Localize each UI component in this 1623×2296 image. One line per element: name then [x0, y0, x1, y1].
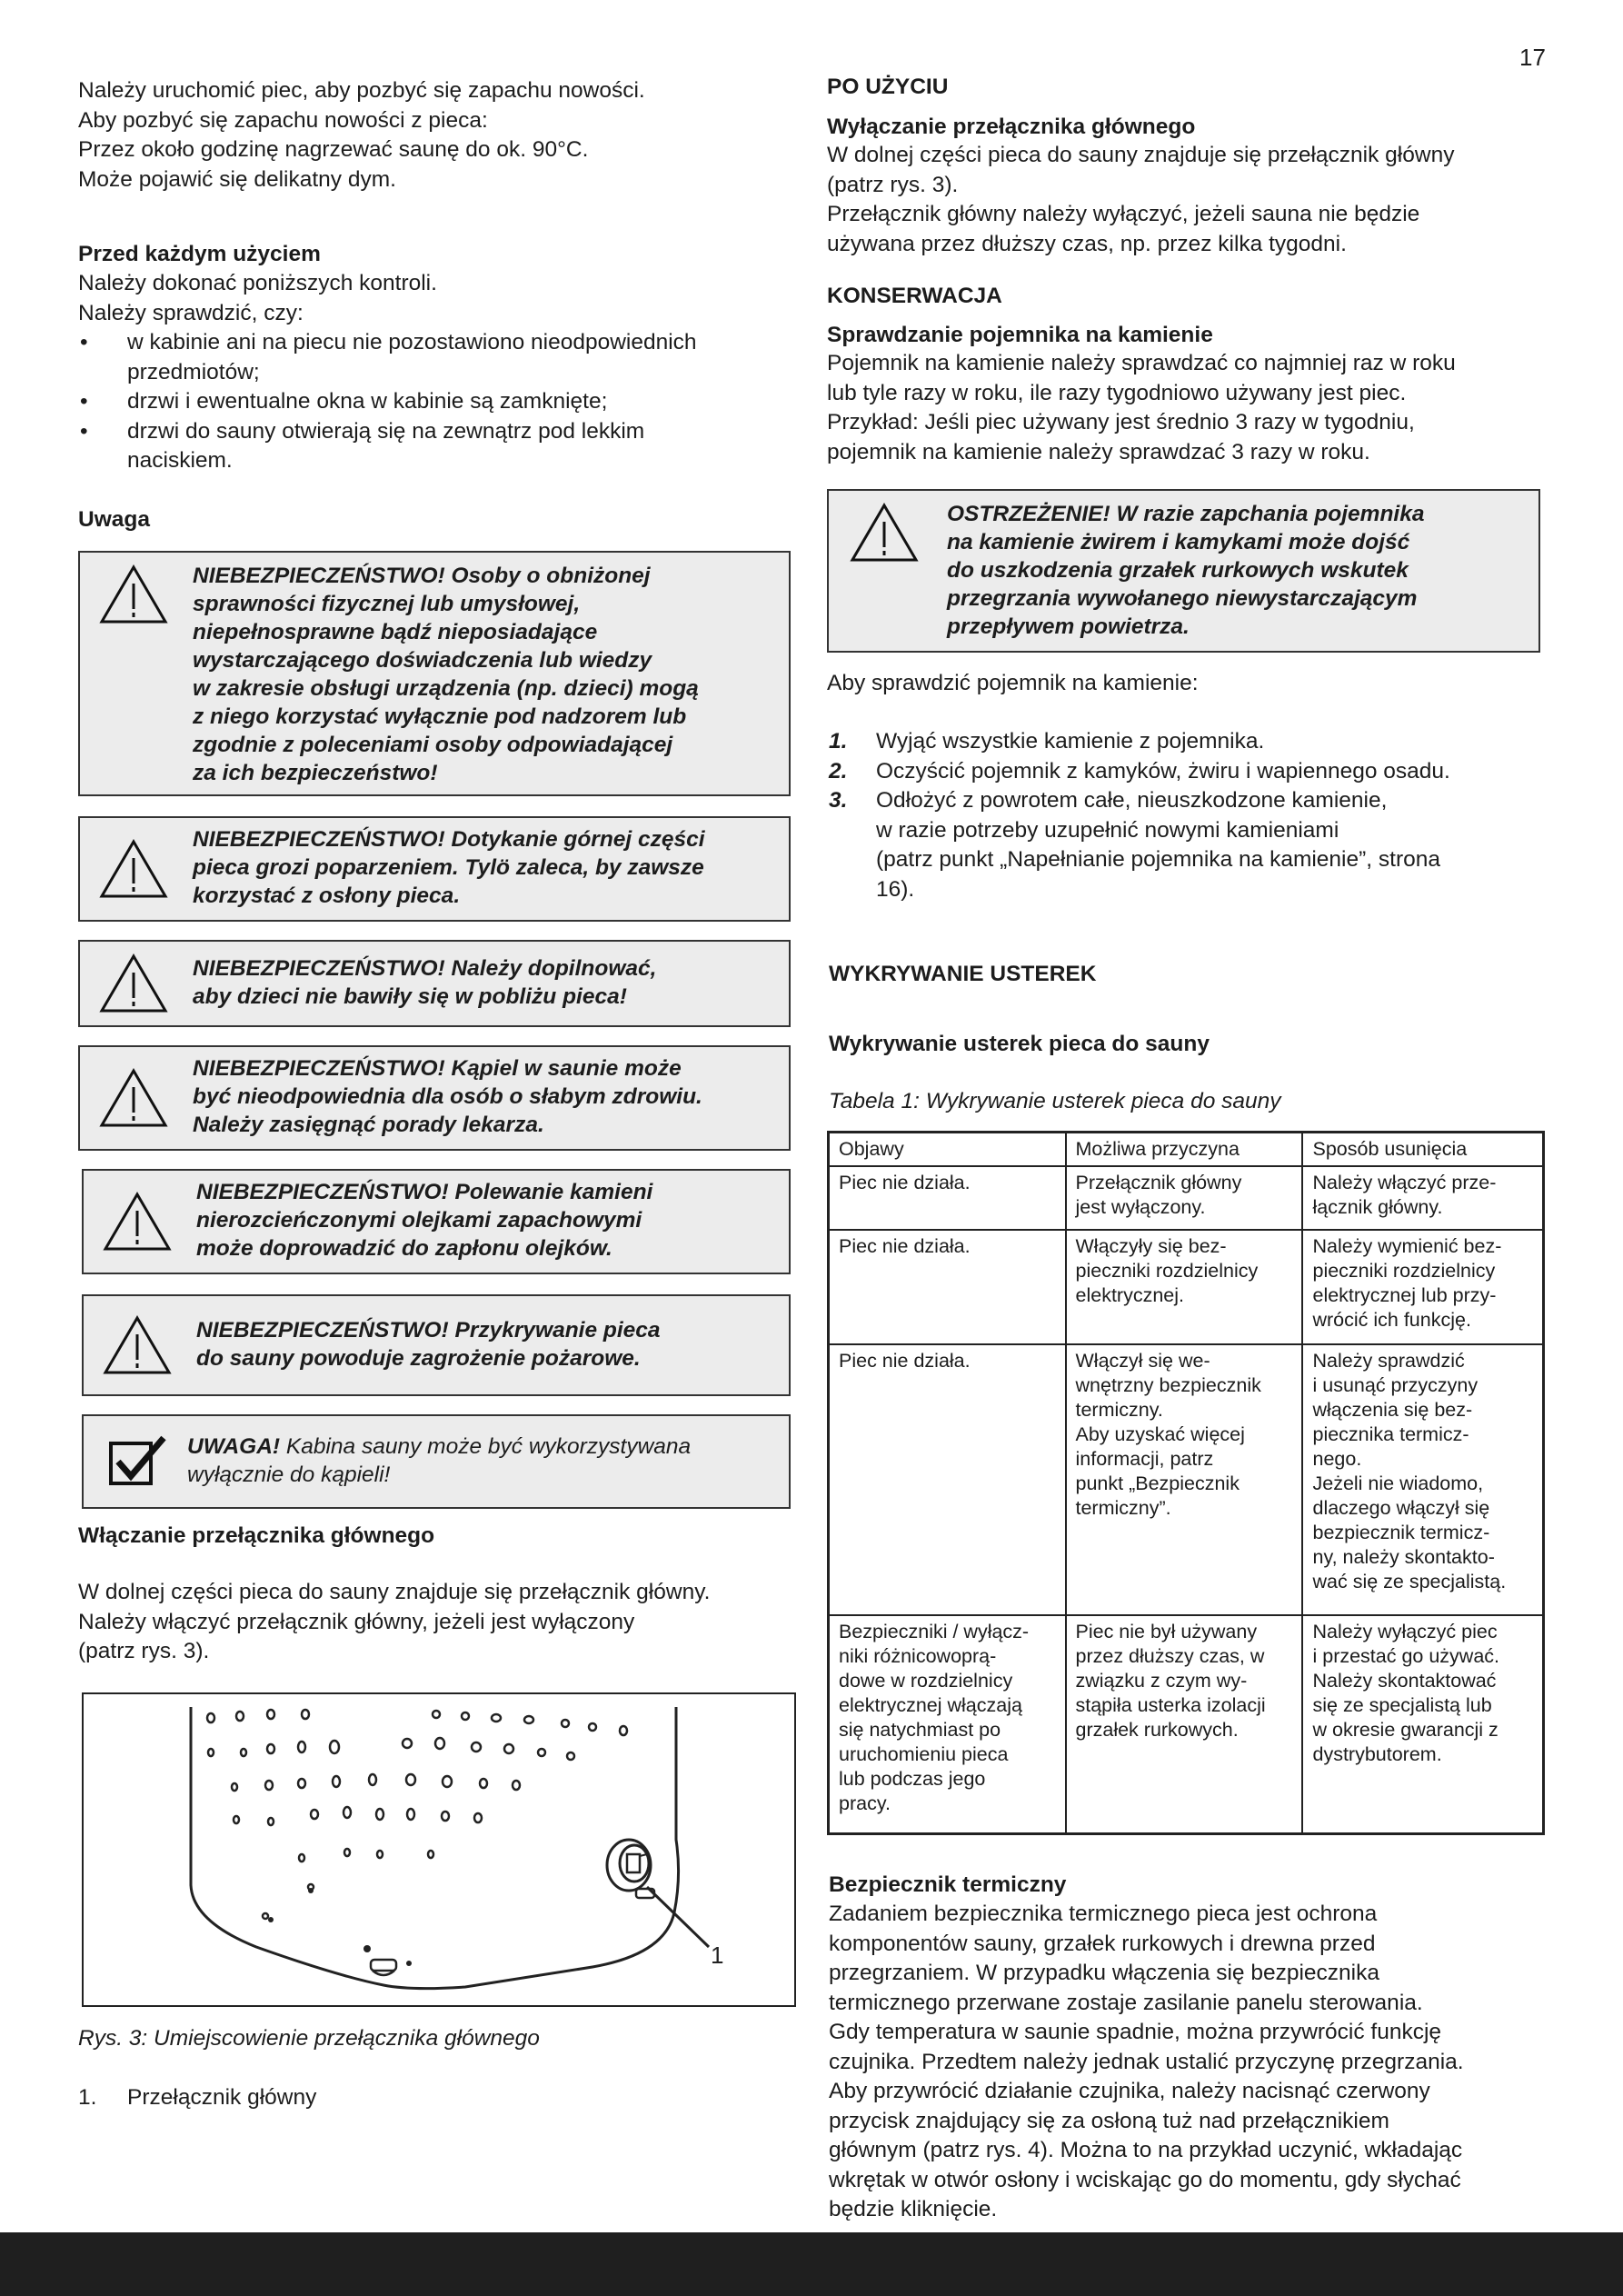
switch-off-paragraph: [827, 141, 1454, 259]
cell-line: Należy skontaktować: [1312, 1670, 1497, 1692]
main-switch-icon: [607, 1840, 651, 1891]
cell-line: Aby uzyskać więcej: [1075, 1423, 1245, 1445]
stones-line: Przykład: Jeśli piec używany jest średnio 3 razy w tygodniu,: [827, 410, 1415, 434]
troubleshoot-subheading: Wykrywanie usterek pieca do sauny: [829, 1032, 1210, 1056]
intro-paragraph: [78, 76, 645, 195]
cell-line: elektrycznej lub przy-: [1312, 1284, 1497, 1306]
note-box: [82, 1414, 791, 1509]
figure-caption: Rys. 3: Umiejscowienie przełącznika głównego: [78, 2026, 540, 2051]
list-item-line: w kabinie ani na piecu nie pozostawiono nieodpowiednich: [127, 330, 697, 354]
note-label: UWAGA!: [187, 1434, 281, 1459]
thermal-line: Gdy temperatura w saunie spadnie, można przywrócić funkcję: [829, 2020, 1442, 2044]
thermal-line: będzie kliknięcie.: [829, 2197, 998, 2221]
cell-line: Należy wymienić bez-: [1312, 1235, 1502, 1257]
maintenance-heading: KONSERWACJA: [827, 284, 1002, 308]
danger-line: NIEBEZPIECZEŃSTWO! Kąpiel w saunie może: [193, 1056, 682, 1081]
switch-off-line: (patrz rys. 3).: [827, 172, 959, 197]
thermal-line: przegrzaniem. W przypadku włączenia się bezpiecznika: [829, 1961, 1379, 1985]
cell-line: piecznika termicz-: [1312, 1423, 1469, 1445]
cell-line: grzałek rurkowych.: [1075, 1719, 1239, 1741]
cell-line: uruchomieniu pieca: [839, 1743, 1009, 1765]
danger-line: zgodnie z poleceniami osoby odpowiadającej: [193, 733, 673, 757]
page-number: 17: [1519, 44, 1546, 71]
before-use-paragraph: [78, 269, 437, 328]
table-row: [829, 1615, 1544, 1833]
table-cell: [1066, 1166, 1303, 1230]
danger-line: pieca grozi poparzeniem. Tylö zaleca, by zawsze: [193, 855, 704, 880]
step-line: Wyjąć wszystkie kamienie z pojemnika.: [876, 729, 1265, 754]
danger-line: z niego korzystać wyłącznie pod nadzorem lub: [193, 704, 687, 729]
list-item-line: naciskiem.: [127, 448, 233, 473]
thermal-line: Aby przywrócić działanie czujnika, należy nacisnąć czerwony: [829, 2079, 1430, 2103]
list-item-line: drzwi i ewentualne okna w kabinie są zamknięte;: [127, 389, 608, 414]
warning-triangle-icon: [849, 502, 920, 564]
bullet-symbol: •: [80, 418, 88, 444]
figure-heater-switch: [82, 1692, 796, 2007]
intro-line: Przez około godzinę nagrzewać saunę do ok. 90°C.: [78, 137, 589, 162]
uwaga-heading: Uwaga: [78, 507, 150, 532]
before-use-line: Należy sprawdzić, czy:: [78, 300, 304, 325]
danger-line: do sauny powoduje zagrożenie pożarowe.: [196, 1346, 641, 1371]
figure-callout: 1: [711, 1942, 724, 1969]
warning-triangle-icon: [98, 564, 169, 625]
cell-line: Włączyły się bez-: [1075, 1235, 1227, 1257]
danger-line: korzystać z osłony pieca.: [193, 883, 461, 908]
cell-line: wać się ze specjalistą.: [1312, 1571, 1507, 1592]
cell-line: Należy wyłączyć piec: [1312, 1621, 1498, 1642]
danger-line: w zakresie obsługi urządzenia (np. dzieci) mogą: [193, 676, 699, 701]
stones-line: pojemnik na kamienie należy sprawdzać 3 razy w roku.: [827, 439, 1370, 464]
thermal-line: wkrętak w otwór osłony i wciskając go do momentu, gdy słychać: [829, 2167, 1461, 2192]
list-item-line: przedmiotów;: [127, 359, 260, 384]
list-item: [78, 417, 697, 476]
list-item-line: drzwi do sauny otwierają się na zewnątrz pod lekkim: [127, 418, 645, 444]
steps-list: [827, 727, 1450, 904]
danger-text: [196, 1178, 652, 1263]
danger-text: [193, 825, 705, 910]
bullet-symbol: •: [80, 389, 88, 414]
danger-line: NIEBEZPIECZEŃSTWO! Polewanie kamieni: [196, 1180, 653, 1204]
danger-box: [82, 1169, 791, 1274]
thermal-line: komponentów sauny, grzałek rurkowych i drewna przed: [829, 1931, 1376, 1956]
thermal-line: przycisk znajdujący się za osłoną tuż nad przełącznikiem: [829, 2108, 1389, 2133]
danger-box: [78, 940, 791, 1027]
before-use-heading: Przed każdym użyciem: [78, 242, 321, 266]
danger-box: [78, 1045, 791, 1151]
cell-line: i przestać go używać.: [1312, 1645, 1500, 1667]
troubleshoot-heading: WYKRYWANIE USTEREK: [829, 962, 1097, 986]
cell-line: przez dłuższy czas, w: [1075, 1645, 1265, 1667]
cell-line: stąpiła usterka izolacji: [1075, 1694, 1266, 1716]
thermal-fuse-paragraph: [829, 1900, 1464, 2225]
switch-off-line: W dolnej części pieca do sauny znajduje się przełącznik główny: [827, 143, 1455, 167]
switch-on-paragraph: [78, 1578, 710, 1667]
step-line: Oczyścić pojemnik z kamyków, żwiru i wapiennego osadu.: [876, 758, 1450, 784]
footer-bar: [0, 2232, 1623, 2296]
cell-line: się ze specjalistą lub: [1312, 1694, 1492, 1716]
cell-line: Piec nie działa.: [839, 1172, 971, 1193]
warning-triangle-icon: [98, 953, 169, 1014]
warning-triangle-icon: [98, 838, 169, 900]
cell-line: związku z czym wy-: [1075, 1670, 1248, 1692]
after-use-heading: PO UŻYCIU: [827, 75, 949, 99]
table-row: [829, 1230, 1544, 1344]
danger-line: nierozcieńczonymi olejkami zapachowymi: [196, 1208, 642, 1233]
cell-line: ny, należy skontakto-: [1312, 1546, 1495, 1568]
note-text: [187, 1433, 691, 1489]
table-cell: [1066, 1615, 1303, 1833]
switch-off-line: Przełącznik główny należy wyłączyć, jeżeli sauna nie będzie: [827, 202, 1420, 226]
table-header: Objawy: [829, 1133, 1066, 1167]
bullet-symbol: •: [80, 330, 88, 354]
table-caption: Tabela 1: Wykrywanie usterek pieca do sauny: [829, 1089, 1281, 1113]
table-cell: [1066, 1230, 1303, 1344]
cell-line: elektrycznej włączają: [839, 1694, 1022, 1716]
warning-triangle-icon: [102, 1191, 173, 1253]
cell-line: lub podczas jego: [839, 1768, 986, 1790]
cell-line: Należy włączyć prze-: [1312, 1172, 1497, 1193]
warning-box: [827, 489, 1540, 653]
cell-line: dlaczego włączył się: [1312, 1497, 1490, 1519]
checkbox-check-icon: [105, 1433, 169, 1489]
warning-line: do uszkodzenia grzałek rurkowych wskutek: [947, 558, 1409, 583]
warning-line: OSTRZEŻENIE! W razie zapchania pojemnika: [947, 502, 1425, 526]
switch-off-heading: Wyłączanie przełącznika głównego: [827, 115, 1196, 139]
cell-line: pracy.: [839, 1792, 891, 1814]
cell-line: jest wyłączony.: [1075, 1196, 1206, 1218]
table-cell: [829, 1166, 1066, 1230]
step-line: w razie potrzeby uzupełnić nowymi kamieniami: [876, 817, 1339, 843]
cell-line: niki różnicowoprą-: [839, 1645, 997, 1667]
danger-box: [82, 1294, 791, 1396]
step-line: Odłożyć z powrotem całe, nieuszkodzone kamienie,: [876, 788, 1388, 813]
list-item: [78, 387, 697, 417]
table-cell: [1302, 1344, 1543, 1615]
warning-line: przegrzania wywołanego niewystarczającym: [947, 586, 1418, 611]
check-list: [78, 328, 697, 476]
cell-line: elektrycznej.: [1075, 1284, 1184, 1306]
thermal-line: głównym (patrz rys. 4). Można to na przykład uczynić, wkładając: [829, 2138, 1463, 2162]
list-item: [827, 757, 1450, 787]
cell-line: w okresie gwarancji z: [1312, 1719, 1499, 1741]
cell-line: punkt „Bezpiecznik: [1075, 1472, 1240, 1494]
intro-line: Może pojawić się delikatny dym.: [78, 166, 396, 192]
troubleshooting-table: [827, 1131, 1545, 1835]
cell-line: bezpiecznik termicz-: [1312, 1522, 1490, 1543]
thermal-line: Zadaniem bezpiecznika termicznego pieca jest ochrona: [829, 1902, 1378, 1926]
warning-triangle-icon: [102, 1314, 173, 1376]
list-item: [827, 786, 1450, 904]
danger-text: [196, 1316, 661, 1373]
cell-line: włączenia się bez-: [1312, 1399, 1473, 1421]
table-header: Sposób usunięcia: [1302, 1133, 1543, 1167]
table-cell: [1302, 1230, 1543, 1344]
table-cell: [1066, 1344, 1303, 1615]
note-line: wyłącznie do kąpieli!: [187, 1462, 391, 1487]
switch-on-line: (patrz rys. 3).: [78, 1639, 210, 1663]
cell-line: nego.: [1312, 1448, 1362, 1470]
stones-line: Pojemnik na kamienie należy sprawdzać co najmniej raz w roku: [827, 351, 1456, 375]
step-line: (patrz punkt „Napełnianie pojemnika na kamienie”, strona: [876, 847, 1440, 872]
cell-line: Włączył się we-: [1075, 1350, 1210, 1372]
cell-line: informacji, patrz: [1075, 1448, 1214, 1470]
table-cell: [829, 1615, 1066, 1833]
cell-line: Bezpieczniki / wyłącz-: [839, 1621, 1030, 1642]
cell-line: termiczny”.: [1075, 1497, 1171, 1519]
figure-legend: [78, 2083, 317, 2113]
cell-line: pieczniki rozdzielnicy: [1312, 1260, 1496, 1282]
danger-line: może doprowadzić do zapłonu olejków.: [196, 1236, 612, 1261]
table-header: Możliwa przyczyna: [1066, 1133, 1303, 1167]
note-rest: Kabina sauny może być wykorzystywana: [280, 1434, 692, 1459]
intro-line: Aby pozbyć się zapachu nowości z pieca:: [78, 107, 488, 133]
cell-line: łącznik główny.: [1312, 1196, 1443, 1218]
danger-line: być nieodpowiednia dla osób o słabym zdrowiu.: [193, 1084, 702, 1109]
step-number: 2.: [829, 758, 848, 784]
stones-line: lub tyle razy w roku, ile razy tygodniowo używany jest piec.: [827, 380, 1407, 405]
warning-text: [947, 500, 1425, 641]
table-cell: [829, 1344, 1066, 1615]
cell-line: i usunąć przyczyny: [1312, 1374, 1479, 1396]
note-line: [187, 1433, 691, 1461]
danger-text: [193, 562, 699, 787]
warning-triangle-icon: [98, 1067, 169, 1129]
legend-number: 1.: [78, 2085, 97, 2110]
danger-text: [193, 954, 656, 1011]
danger-line: aby dzieci nie bawiły się w pobliżu pieca!: [193, 984, 627, 1009]
cell-line: wrócić ich funkcję.: [1312, 1309, 1471, 1331]
cell-line: Należy sprawdzić: [1312, 1350, 1465, 1372]
switch-on-line: W dolnej części pieca do sauny znajduje się przełącznik główny.: [78, 1580, 711, 1604]
list-item: [78, 328, 697, 387]
list-item: [827, 727, 1450, 757]
cell-line: dowe w rozdzielnicy: [839, 1670, 1013, 1692]
cell-line: Piec nie działa.: [839, 1235, 971, 1257]
cell-line: dystrybutorem.: [1312, 1743, 1442, 1765]
stones-paragraph: [827, 349, 1456, 467]
heater-bottom-illustration: [84, 1694, 794, 2005]
table-cell: [829, 1230, 1066, 1344]
table-header-row: [829, 1133, 1544, 1167]
switch-on-heading: Włączanie przełącznika głównego: [78, 1523, 435, 1548]
thermal-line: czujnika. Przedtem należy jednak ustalić przyczynę przegrzania.: [829, 2049, 1464, 2074]
danger-line: wystarczającego doświadczenia lub wiedzy: [193, 648, 652, 673]
cell-line: termiczny.: [1075, 1399, 1163, 1421]
switch-off-line: używana przez dłuższy czas, np. przez kilka tygodni.: [827, 231, 1347, 256]
cell-line: wnętrzny bezpiecznik: [1075, 1374, 1261, 1396]
thermal-line: termicznego przerwane zostaje zasilanie panelu sterowania.: [829, 1990, 1423, 2015]
danger-line: niepełnosprawne bądź nieposiadające: [193, 620, 598, 644]
table-cell: [1302, 1166, 1543, 1230]
before-use-line: Należy dokonać poniższych kontroli.: [78, 271, 437, 295]
check-intro: Aby sprawdzić pojemnik na kamienie:: [827, 671, 1199, 695]
danger-line: Należy zasięgnąć porady lekarza.: [193, 1113, 544, 1137]
cell-line: Jeżeli nie wiadomo,: [1312, 1472, 1484, 1494]
danger-line: NIEBEZPIECZEŃSTWO! Osoby o obniżonej: [193, 564, 651, 588]
cell-line: Piec nie działa.: [839, 1350, 971, 1372]
thermal-fuse-heading: Bezpiecznik termiczny: [829, 1872, 1067, 1897]
cell-line: pieczniki rozdzielnicy: [1075, 1260, 1259, 1282]
step-number: 1.: [829, 729, 848, 754]
danger-box: [78, 816, 791, 922]
step-number: 3.: [829, 788, 848, 813]
warning-line: na kamienie żwirem i kamykami może dojść: [947, 530, 1410, 554]
table-cell: [1302, 1615, 1543, 1833]
danger-line: sprawności fizycznej lub umysłowej,: [193, 592, 581, 616]
legend-text: Przełącznik główny: [127, 2085, 317, 2110]
intro-line: Należy uruchomić piec, aby pozbyć się zapachu nowości.: [78, 78, 645, 103]
table-row: [829, 1344, 1544, 1615]
danger-box: [78, 551, 791, 796]
danger-text: [193, 1054, 702, 1139]
table-row: [829, 1166, 1544, 1230]
danger-line: za ich bezpieczeństwo!: [193, 761, 438, 785]
cell-line: Przełącznik główny: [1075, 1172, 1242, 1193]
cell-line: się natychmiast po: [839, 1719, 1001, 1741]
danger-line: NIEBEZPIECZEŃSTWO! Przykrywanie pieca: [196, 1318, 661, 1343]
danger-line: NIEBEZPIECZEŃSTWO! Należy dopilnować,: [193, 956, 657, 981]
step-line: 16).: [876, 876, 915, 902]
warning-line: przepływem powietrza.: [947, 614, 1190, 639]
danger-line: NIEBEZPIECZEŃSTWO! Dotykanie górnej części: [193, 827, 705, 852]
switch-on-line: Należy włączyć przełącznik główny, jeżeli jest wyłączony: [78, 1609, 635, 1634]
cell-line: Piec nie był używany: [1075, 1621, 1258, 1642]
stones-heading: Sprawdzanie pojemnika na kamienie: [827, 323, 1213, 347]
